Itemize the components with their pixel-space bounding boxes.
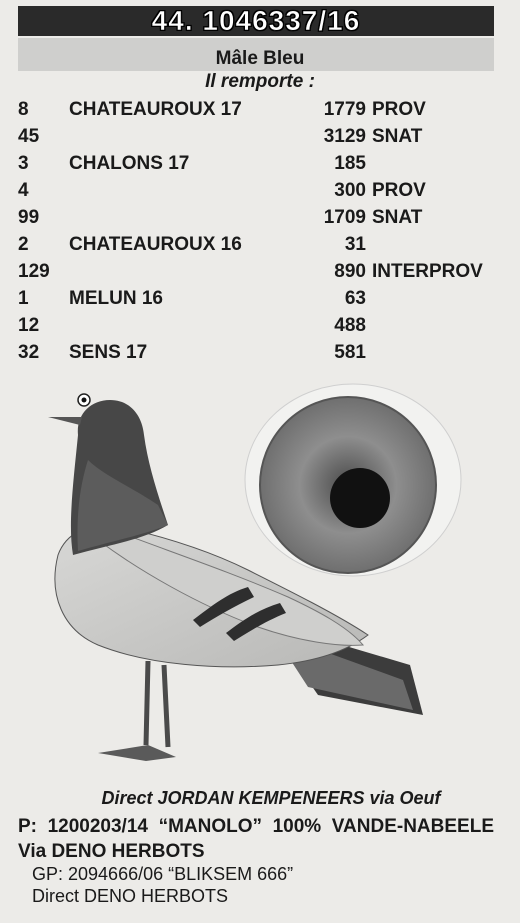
sex-color-label: Mâle Bleu [215, 48, 305, 69]
result-position: 4 [18, 180, 29, 201]
result-row [18, 339, 508, 366]
result-row [18, 285, 508, 312]
result-level: PROV [372, 180, 426, 201]
eye-closeup-icon [245, 384, 461, 576]
result-level: SNAT [372, 207, 423, 228]
result-row [18, 123, 508, 150]
result-position: 45 [18, 126, 40, 147]
result-row [18, 150, 508, 177]
ring-number: 44. 1046337/16 [151, 5, 361, 36]
breeder-line: Direct JORDAN KEMPENEERS via Oeuf [101, 788, 441, 808]
sire-line: P: 1200203/14 “MANOLO” 100% VANDE-NABEELE Via DENO HERBOTS [18, 816, 494, 862]
result-level: SNAT [372, 126, 423, 147]
result-level: INTERPROV [372, 261, 483, 282]
result-count: 488 [334, 315, 366, 336]
result-position: 3 [18, 153, 29, 174]
result-row [18, 258, 508, 285]
result-position: 99 [18, 207, 40, 228]
result-count: 890 [334, 261, 366, 282]
result-race: SENS 17 [69, 342, 148, 363]
ring-number-banner [18, 6, 494, 36]
pigeon-illustration [18, 365, 498, 785]
result-count: 1709 [323, 207, 366, 228]
result-row [18, 312, 508, 339]
result-count: 185 [334, 153, 366, 174]
grandsire-block [32, 863, 293, 907]
result-row [18, 177, 508, 204]
result-position: 32 [18, 342, 40, 363]
result-race: MELUN 16 [69, 288, 163, 309]
grandsire-line: GP: 2094666/06 “BLIKSEM 666” [32, 864, 294, 884]
result-count: 3129 [323, 126, 366, 147]
result-count: 63 [344, 288, 366, 309]
result-race: CHATEAUROUX 17 [69, 99, 242, 120]
result-count: 31 [344, 234, 366, 255]
result-race: CHALONS 17 [69, 153, 190, 174]
result-level: PROV [372, 99, 426, 120]
result-position: 129 [18, 261, 50, 282]
result-row [18, 231, 508, 258]
result-position: 2 [18, 234, 29, 255]
result-race: CHATEAUROUX 16 [69, 234, 242, 255]
result-position: 12 [18, 315, 40, 336]
result-count: 581 [334, 342, 366, 363]
result-count: 1779 [323, 99, 366, 120]
result-row [18, 204, 508, 231]
result-row [18, 96, 508, 123]
wins-heading: Il remporte : [205, 71, 315, 92]
result-position: 8 [18, 99, 29, 120]
grandsire-source-line: Direct DENO HERBOTS [32, 886, 229, 906]
result-position: 1 [18, 288, 29, 309]
results-table [18, 96, 508, 366]
result-count: 300 [334, 180, 366, 201]
